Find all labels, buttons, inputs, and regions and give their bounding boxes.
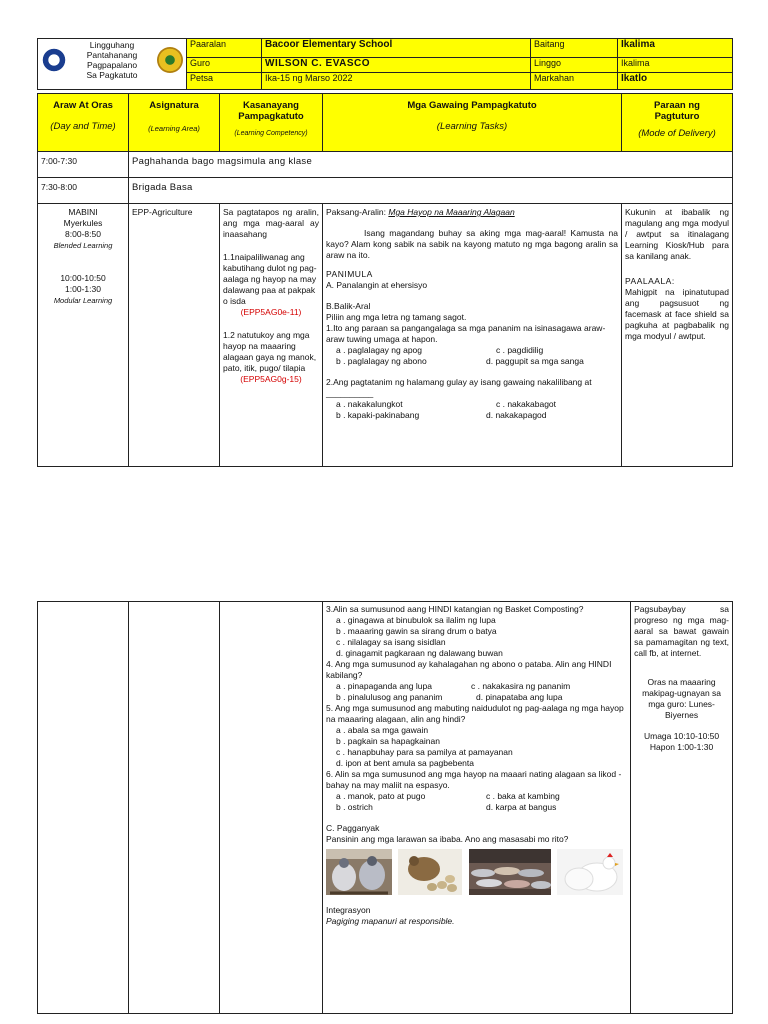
q1-options-row2 <box>326 356 618 367</box>
q1-option-b: b . paglalagay ng abono <box>336 356 427 366</box>
tasks-cell-continued <box>323 602 631 1014</box>
q2-option-d: d. nakakapagod <box>486 410 547 420</box>
col4-subtitle: (Learning Tasks) <box>436 121 508 132</box>
schedule-activity: Brigada Basa <box>129 178 733 204</box>
q4-option-d: d. pinapataba ang lupa <box>476 692 563 702</box>
fish-market-photo <box>469 849 551 895</box>
tasks-cell <box>323 204 622 467</box>
q2-option-c: c . nakakabagot <box>496 399 557 409</box>
q5-option-c: c . hanapbuhay para sa pamilya at pamayanan <box>336 747 513 757</box>
task-instruction: Piliin ang mga letra ng tamang sagot. <box>326 312 467 322</box>
lesson-table-page2 <box>37 601 733 1014</box>
delivery-contact-hours: Oras na maaaring makipag-ugnayan sa mga guro: Lunes-Biyernes <box>642 677 722 720</box>
competency-item-2: 1.2 natutukoy ang mga hayop na maaaring alagaan gaya ng manok, pato, itik, pugo/ tilapia <box>223 330 317 373</box>
value-baitang: Ikalima <box>618 39 733 58</box>
q6-option-a: a . manok, pato at pugo <box>336 791 426 801</box>
question-4: 4. Ang mga sumusunod ay kahalagahan ng abono o pataba. Alin ang HINDI kabilang? <box>326 659 612 680</box>
empty-day-cell <box>38 602 129 1014</box>
header-table <box>37 38 733 90</box>
q4-option-a: a . pinapaganda ang lupa <box>336 681 432 691</box>
question-2: 2.Ang pagtatanim ng halamang gulay ay isang gawaing nakalilibang at __________ <box>326 377 592 398</box>
school-seal-icon <box>157 47 183 73</box>
day-time-1: 8:00-8:50 <box>65 229 101 239</box>
schedule-time: 7:00-7:30 <box>38 152 129 178</box>
q3-option-c: c . nilalagay sa isang sisidlan <box>336 637 446 647</box>
competency-intro: Sa pagtatapos ng aralin, ang mga mag-aaral ay inaasahang <box>223 207 319 239</box>
col-header-delivery <box>622 94 733 152</box>
task-a: A. Panalangin at ehersisyo <box>326 280 428 290</box>
col-header-tasks <box>323 94 622 152</box>
col3-title: Kasanayang <box>243 100 299 111</box>
header-dept-cell <box>38 39 187 90</box>
value-linggo: Ikalima <box>618 57 733 73</box>
chickens-photo <box>557 849 623 895</box>
label-markahan: Markahan <box>531 73 618 90</box>
empty-competency-cell <box>220 602 323 1014</box>
day-mode-1: Blended Learning <box>53 241 113 250</box>
q6-option-c: c . baka at kambing <box>486 791 560 801</box>
q1-option-c: c . pagdidilig <box>496 345 544 355</box>
delivery-cell-continued <box>631 602 733 1014</box>
deped-seal-icon <box>41 47 67 73</box>
schedule-time: 7:30-8:00 <box>38 178 129 204</box>
delivery-morning: Umaga 10:10-10:50 <box>643 731 720 741</box>
motivation-photos <box>326 849 627 895</box>
col2-title: Asignatura <box>149 100 199 111</box>
q4-option-b: b . pinalulusog ang pananim <box>336 692 443 702</box>
q3-option-a: a . ginagawa at binubulok sa ilalim ng lupa <box>336 615 496 625</box>
col1-title: Araw At Oras <box>53 100 113 111</box>
empty-subject-cell <box>129 602 220 1014</box>
q3-option-b: b . maaaring gawin sa sirang drum o batya <box>336 626 497 636</box>
col-header-competency <box>220 94 323 152</box>
col3-title-2: Pampagkatuto <box>238 111 304 122</box>
day-time-3: 1:00-1:30 <box>65 284 101 294</box>
panimula-heading: PANIMULA <box>326 269 373 279</box>
q6-option-d: d. karpa at bangus <box>486 802 557 812</box>
competency-code-2: (EPP5AG0g-15) <box>240 374 302 384</box>
competency-cell <box>220 204 323 467</box>
q5-option-a: a . abala sa mga gawain <box>336 725 429 735</box>
dept-line-1: Lingguhang <box>89 40 135 50</box>
lesson-row <box>38 204 733 467</box>
integration-text: Pagiging mapanuri at responsible. <box>326 916 455 926</box>
q1-option-a: a . paglalagay ng apog <box>336 345 423 355</box>
col4-title: Mga Gawaing Pampagkatuto <box>407 100 537 111</box>
value-teacher: WILSON C. EVASCO <box>262 57 531 73</box>
pagganyak-heading: C. Pagganyak <box>326 823 380 833</box>
dept-line-2: Pantahanang <box>86 50 138 60</box>
schedule-row <box>38 152 733 178</box>
q1-option-d: d. paggupit sa mga sanga <box>486 356 584 366</box>
day-time-2: 10:00-10:50 <box>60 273 106 283</box>
q5-option-d: d. ipon at bent amula sa pagbebenta <box>336 758 474 768</box>
competency-code-1: (EPP5AG0e-11) <box>240 307 302 317</box>
q5-option-b: b . pagkain sa hapagkainan <box>336 736 440 746</box>
day-section: MABINI <box>68 207 98 217</box>
q6-options-row2 <box>326 802 627 813</box>
topic-title: Mga Hayop na Maaaring Alagaan <box>388 207 515 217</box>
topic-label: Paksang-Aralin: <box>326 207 389 217</box>
q6-options-row1 <box>326 791 627 802</box>
label-petsa: Petsa <box>187 73 262 90</box>
col5-title-2: Pagtuturo <box>654 111 700 122</box>
delivery-afternoon: Hapon 1:00-1:30 <box>649 742 714 752</box>
quail-eggs-photo <box>398 849 462 895</box>
q3-option-d: d. ginagamit pagkaraan ng dalawang buwan <box>336 648 503 658</box>
question-1: 1.Ito ang paraan sa pangangalaga sa mga pananim na isinasagawa araw-araw tuwing umaga at hapon. <box>326 323 606 344</box>
lesson-row-continued <box>38 602 733 1014</box>
value-school: Bacoor Elementary School <box>262 39 531 58</box>
pigeons-photo <box>326 849 392 895</box>
delivery-monitoring: Pagsubaybay sa progreso ng mga mag-aaral sa bawat gawain sa pamamagitan ng text, call fb, at internet. <box>634 604 729 658</box>
integration-heading: Integrasyon <box>326 905 371 915</box>
q4-options-row2 <box>326 692 627 703</box>
schedule-activity: Paghahanda bago magsimula ang klase <box>129 152 733 178</box>
pagganyak-text: Pansinin ang mga larawan sa ibaba. Ano ang masasabi mo rito? <box>326 834 569 844</box>
delivery-cell <box>622 204 733 467</box>
q4-option-c: c . nakakasira ng pananim <box>471 681 571 691</box>
col5-subtitle: (Mode of Delivery) <box>638 128 716 139</box>
q2-options-row1 <box>326 399 618 410</box>
q4-options-row1 <box>326 681 627 692</box>
competency-item-1: 1.1naipaliliwanag ang kabutihang dulot ng pag-aalaga ng hayop na may dalawang paa at pakpak o isda <box>223 252 317 306</box>
col-header-day-time <box>38 94 129 152</box>
value-markahan: Ikatlo <box>618 73 733 90</box>
label-linggo: Linggo <box>531 57 618 73</box>
schedule-row <box>38 178 733 204</box>
col2-subtitle: (Learning Area) <box>148 124 200 133</box>
topic-line <box>326 207 618 218</box>
greeting-text: Isang magandang buhay sa aking mga mag-aaral! Kamusta na kayo? Alam kong sabik na sabik na kayong matuto ng mga bagong aralin sa araw na ito. <box>326 228 618 260</box>
dept-line-3: Pagpapalano <box>86 60 138 70</box>
question-3: 3.Alin sa sumusunod aang HINDI katangian ng Basket Composting? <box>326 604 584 614</box>
paalala-heading: PAALAALA: <box>625 276 675 286</box>
dept-line-4: Sa Pagkatuto <box>86 70 138 80</box>
day-mode-2: Modular Learning <box>53 296 113 305</box>
question-6: 6. Alin sa mga sumusunod ang mga hayop na maaari nating alagaan sa likod -bahay na may maliit na espasyo. <box>326 769 622 790</box>
question-5: 5. Ang mga sumusunod ang mabuting naidudulot ng pag-aalaga ng mga hayop na maaaring alagaan, alin ang hindi? <box>326 703 624 724</box>
label-guro: Guro <box>187 57 262 73</box>
task-b: B.Balik-Aral <box>326 301 371 311</box>
delivery-text-1: Kukunin at ibabalik ng magulang ang mga modyul / awtput sa itinalagang Learning Kiosk/Hub para sa kanilang anak. <box>625 207 729 261</box>
col-header-learning-area <box>129 94 220 152</box>
lesson-table-page1 <box>37 93 733 467</box>
value-date: Ika-15 ng Marso 2022 <box>262 73 531 90</box>
col1-subtitle: (Day and Time) <box>50 121 116 132</box>
col3-subtitle: (Learning Competency) <box>234 130 308 137</box>
col5-title: Paraan ng <box>654 100 700 111</box>
day-name: Myerkules <box>63 218 103 228</box>
delivery-text-2: Mahigpit na ipinatutupad ang pagsusuot ng facemask at face shield sa pagkuha at pagbabalik ng mga modyul / awtput. <box>625 287 729 341</box>
label-paaralan: Paaralan <box>187 39 262 58</box>
q2-option-b: b . kapaki-pakinabang <box>336 410 420 420</box>
label-baitang: Baitang <box>531 39 618 58</box>
q6-option-b: b . ostrich <box>336 802 373 812</box>
q2-options-row2 <box>326 410 618 421</box>
q1-options-row1 <box>326 345 618 356</box>
q2-option-a: a . nakakalungkot <box>336 399 403 409</box>
day-time-cell <box>38 204 129 467</box>
subject-cell: EPP-Agriculture <box>129 204 220 467</box>
